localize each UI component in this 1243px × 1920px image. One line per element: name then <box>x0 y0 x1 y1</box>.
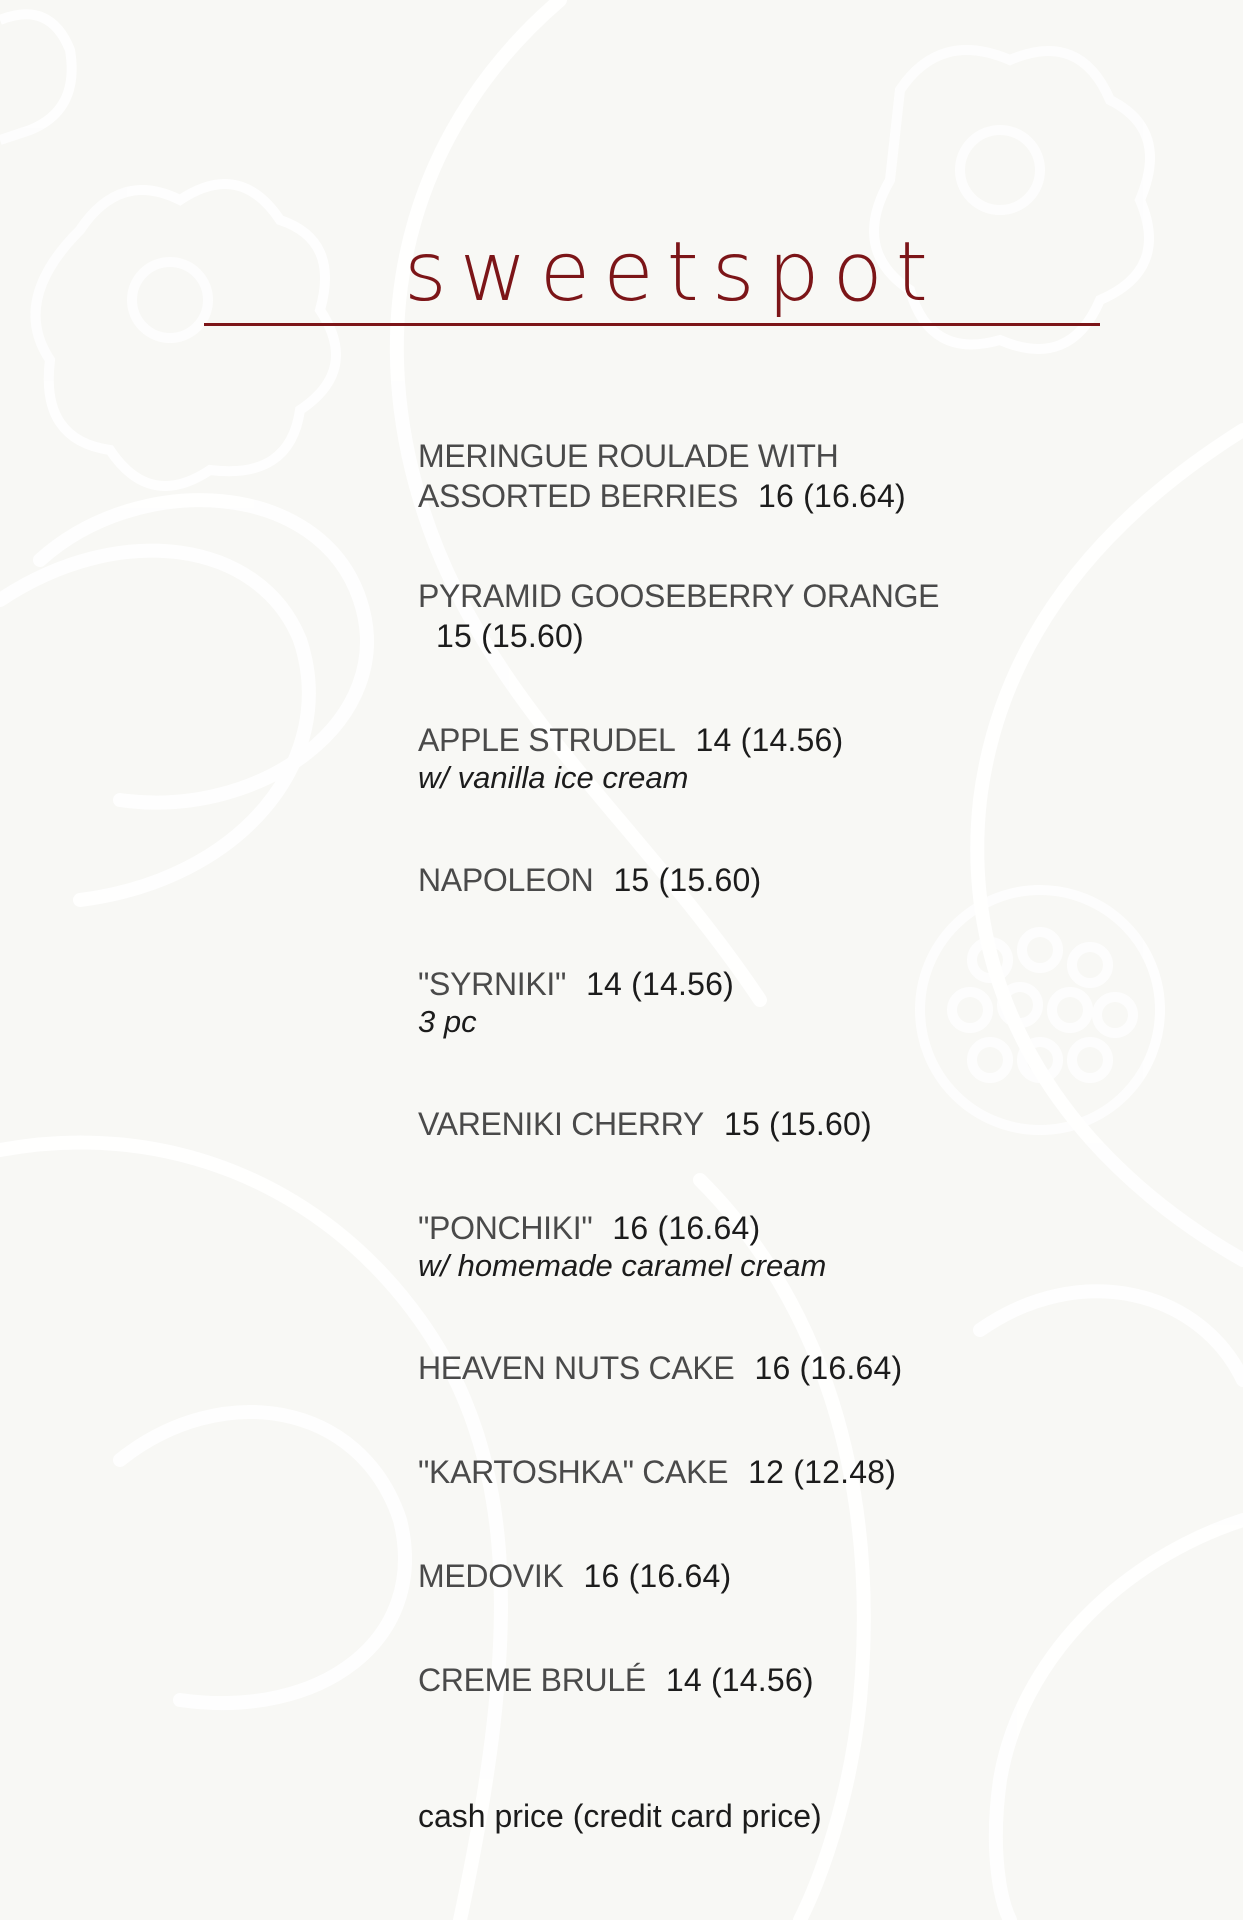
menu-item-price: 16 (16.64) <box>583 1558 732 1594</box>
menu-item-apple-strudel <box>418 720 1158 796</box>
price-legend: cash price (credit card price) <box>418 1798 822 1834</box>
title-divider <box>204 323 1100 326</box>
menu-item-note: w/ homemade caramel cream <box>418 1248 827 1283</box>
menu-item-price: 14 (14.56) <box>665 1662 814 1698</box>
menu-item-note: 3 pc <box>418 1004 477 1039</box>
menu-item-price: 16 (16.64) <box>758 478 906 514</box>
menu-item-price: 15 (15.60) <box>613 862 762 898</box>
menu-item-name: MERINGUE ROULADE WITH <box>418 438 839 474</box>
menu-item-name: MEDOVIK <box>418 1558 564 1594</box>
menu-item-price: 16 (16.64) <box>754 1350 903 1386</box>
menu-item-name: NAPOLEON <box>418 862 594 898</box>
menu-item-name: APPLE STRUDEL <box>418 722 676 758</box>
menu-item-name: ASSORTED BERRIES <box>418 478 739 514</box>
menu-item-heaven-nuts-cake <box>418 1348 1158 1388</box>
menu-item-kartoshka-cake <box>418 1452 1158 1492</box>
menu-item-price: 15 (15.60) <box>436 618 584 654</box>
menu-item-price: 15 (15.60) <box>723 1106 872 1142</box>
menu-item-price: 12 (12.48) <box>748 1454 897 1490</box>
menu-item-syrniki <box>418 964 1158 1040</box>
menu-item-note: w/ vanilla ice cream <box>418 760 689 795</box>
menu-title: sweetspot <box>404 225 941 320</box>
menu-item-ponchiki <box>418 1208 1158 1284</box>
menu-item-creme-brule <box>418 1660 1158 1700</box>
menu-item-name: VARENIKI CHERRY <box>418 1106 704 1142</box>
menu-item-price: 16 (16.64) <box>612 1210 761 1246</box>
menu-item-vareniki-cherry <box>418 1104 1158 1144</box>
menu-item-medovik <box>418 1556 1158 1596</box>
menu-item-name: CREME BRULÉ <box>418 1662 646 1698</box>
menu-item-name: "PONCHIKI" <box>418 1210 593 1246</box>
menu-item-name: "SYRNIKI" <box>418 966 567 1002</box>
menu-item-name: "KARTOSHKA" CAKE <box>418 1454 729 1490</box>
menu-item-pyramid-gooseberry <box>418 576 1158 656</box>
menu-item-price: 14 (14.56) <box>695 722 844 758</box>
menu-item-price: 14 (14.56) <box>586 966 734 1002</box>
menu-item-name: PYRAMID GOOSEBERRY ORANGE <box>418 578 940 614</box>
menu-item-napoleon <box>418 860 1158 900</box>
menu-item-name: HEAVEN NUTS CAKE <box>418 1350 735 1386</box>
menu-item-meringue-roulade <box>418 436 1158 516</box>
